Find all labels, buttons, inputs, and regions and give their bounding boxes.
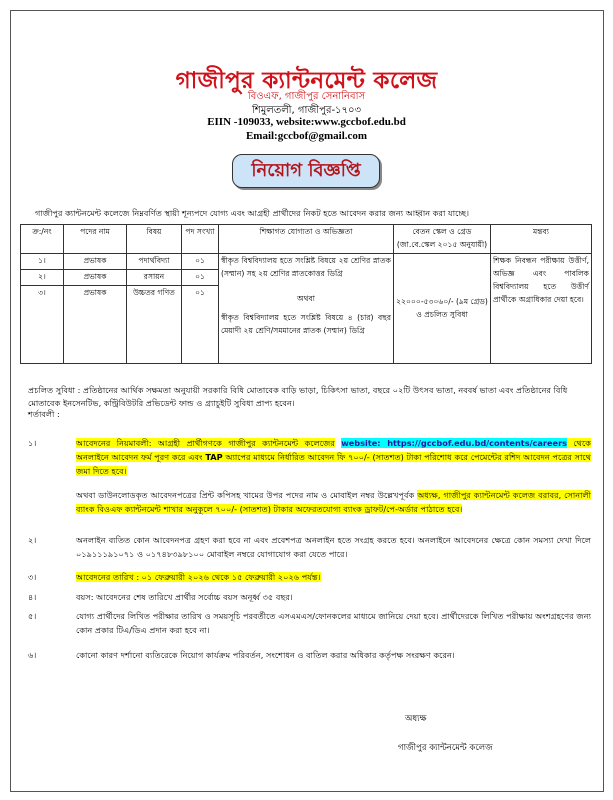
vacancy-table	[20, 224, 592, 364]
condition-1-text-b: থেকে অনলাইনে আবেদন ফর্ম পূরণ করে এবং	[76, 438, 591, 462]
table-row	[21, 254, 592, 270]
cell-subject: উচ্চতর গণিত	[127, 286, 182, 364]
email-line: Email:gccbof@gmail.com	[245, 130, 368, 142]
condition-text-wrap	[76, 570, 591, 584]
col-header-salary: বেতন স্কেল ও গ্রেড (জা.বে.স্কেল ২০১৫ অনুযায়ী)	[394, 225, 491, 254]
cell-sl: ১।	[21, 254, 64, 270]
college-address-line2: শিমুলতলী, গাজীপুর-১৭০৩	[251, 105, 362, 116]
condition-text: অনলাইন ব্যতিত কোন আবেদনপত্র গ্রহণ করা হবে না এবং প্রবেশপত্র অনলাইন হতে সংগ্রহ করতে হবে। অনলাইনে আবেদনের ক্ষেত্রে কোন সমস্যা দেখা দিলে ০১৯১১১৯১০৭১ ও ০১৭৪৮৩৯৮১০০ মোবাইল নম্বরে যোগাযোগ করা যেতে পারে।	[76, 535, 591, 559]
cell-qualification	[219, 254, 394, 364]
cell-count: ০১	[182, 270, 219, 286]
condition-1-text-c: অ্যাপের মাধ্যমে নির্ধারিত আবেদন ফি ৭০০/- (সাতশত) টাকা পরিশোধ করে পেমেন্টের রশিদ আবেদন পত্রের সাথে জমা দিতে হবে।	[76, 452, 591, 476]
cell-subject: পদার্থবিদ্যা	[127, 254, 182, 270]
cell-count: ০১	[182, 254, 219, 270]
qualification-b: স্বীকৃত বিশ্ববিদ্যালয় হতে সংশ্লিষ্ট বিষয়ে ৪ (চার) বছর মেয়াদী ২য় শ্রেণি/সমমানের স্নাতক (সম্মান) ডিগ্রি	[221, 313, 391, 335]
cell-post: প্রভাষক	[64, 270, 127, 286]
college-address-line1: বিওএফ, গাজীপুর সেনানিবাস	[247, 91, 366, 102]
condition-number: ২।	[28, 535, 37, 545]
eiin-website-line: EIIN -109033, website:www.gccbof.edu.bd	[207, 116, 406, 128]
cell-count: ০১	[182, 286, 219, 364]
cell-remarks: শিক্ষক নিবন্ধন পরীক্ষায় উত্তীর্ণ, অভিজ্ঞ এবং পাবলিক বিশ্ববিদ্যালয় হতে উত্তীর্ণ প্রার্থীকে অগ্রাধিকার দেয়া হবে।	[491, 254, 592, 364]
condition-text	[76, 436, 591, 516]
cell-post: প্রভাষক	[64, 254, 127, 270]
condition-text: যোগ্য প্রার্থীদের লিখিত পরীক্ষার তারিখ ও সময়সূচি পরবর্তীতে এসএমএস/ফোনকলের মাধ্যমে জানিয়ে দেয়া হবে। প্রার্থীদেরকে লিখিত পরীক্ষায় অংশগ্রহণের জন্য কোন প্রকার টিএ/ডিএ প্রদান করা হবে না।	[76, 611, 591, 635]
tap-app-name: TAP	[205, 452, 223, 462]
condition-text: কোনো কারণ দর্শানো ব্যতিরেকে নিয়োগ কার্যক্রম পরিবর্তন, সংশোধন ও বাতিল করার অধিকার কর্তৃপক্ষ সংরক্ষণ করেন।	[76, 650, 455, 660]
condition-1-alternative	[76, 488, 591, 516]
signature-org: গাজীপুর ক্যান্টনমেন্ট কলেজ	[398, 743, 493, 753]
condition-1-alt-a: অথবা ডাউনলোডকৃত আবেদনপত্রের প্রিন্ট কপিসহ খামের উপর পদের নাম ও মোবাইল নম্বর উল্লেখপূর্বক	[76, 490, 418, 500]
col-header-count: পদ সংখ্যা	[182, 225, 219, 254]
col-header-post: পদের নাম	[64, 225, 127, 254]
condition-number: ৩।	[28, 572, 37, 582]
condition-number: ৪।	[28, 592, 37, 602]
signature-title: অধ্যক্ষ	[405, 714, 427, 724]
notice-title-badge	[232, 154, 380, 188]
college-name: গাজীপুর ক্যান্টনমেন্ট কলেজ	[175, 68, 438, 94]
condition-number: ১।	[28, 438, 37, 448]
careers-website-link[interactable]: website: https://gccbof.edu.bd/contents/careers	[341, 438, 567, 448]
condition-5	[28, 609, 593, 639]
table-header-row	[21, 225, 592, 254]
condition-number: ৫।	[28, 611, 37, 621]
condition-1-rules: আবেদনের নিয়মাবলী: আগ্রহী প্রার্থীগণকে গাজীপুর ক্যান্টনমেন্ট কলেজের	[76, 438, 335, 448]
cell-sl: ৩।	[21, 286, 64, 364]
condition-2	[28, 533, 593, 563]
col-header-remarks: মন্তব্য	[491, 225, 592, 254]
condition-number: ৬।	[28, 650, 37, 660]
application-dates: আবেদনের তারিখ : ০১ ফেব্রুয়ারী ২০২৬ থেকে ১৫ ফেব্রুয়ারী ২০২৬ পর্যন্ত।	[76, 572, 321, 582]
condition-text: বয়স: আবেদনের শেষ তারিখে প্রার্থীর সর্বোচ্চ বয়স অনূর্ধ্ব ৩৫ বছর।	[76, 592, 293, 602]
condition-1-alt-b: অধ্যক্ষ, গাজীপুর ক্যান্টনমেন্ট কলেজ বরাবর, সোনালী ব্যাংক বিওএফ ক্যান্টনমেন্ট শাখার অনুকূলে ৭০০/- (সাতশত) টাকার অফেরতযোগ্য ব্যাংক ড্রাফট/পে-অর্ডার পাঠাতে হবে।	[76, 490, 591, 514]
notice-title: নিয়োগ বিজ্ঞপ্তি	[251, 160, 361, 181]
cell-subject: রসায়ন	[127, 270, 182, 286]
intro-text: গাজীপুর ক্যান্টনমেন্ট কলেজে নিম্নবর্ণিত স্থায়ী শূন্যপদে যোগ্য এবং আগ্রহী প্রার্থীদের নিকট হতে আবেদন করার জন্য আহ্বান করা যাচ্ছে।	[35, 208, 470, 218]
qualification-a: স্বীকৃত বিশ্ববিদ্যালয় হতে সংশ্লিষ্ট বিষয়ে ২য় শ্রেণির স্নাতক (সম্মান) সহ ২য় শ্রেণির স্নাতকোত্তর ডিগ্রি	[221, 256, 391, 278]
qualification-or: অথবা	[297, 294, 315, 303]
conditions-title: শর্তাবলী :	[28, 409, 60, 419]
col-header-sl: ক্র:/নং	[21, 225, 64, 254]
condition-1	[28, 436, 593, 530]
col-header-qualification: শিক্ষাগত যোগ্যতা ও অভিজ্ঞতা	[219, 225, 394, 254]
cell-post: প্রভাষক	[64, 286, 127, 364]
benefits-text: প্রচলিত সুবিধা : প্রতিষ্ঠানের আর্থিক সক্ষমতা অনুযায়ী সরকারি বিধি মোতাবেক বাড়ি ভাড়া, চিকিৎসা ভাতা, বছরে ০২টি উৎসব ভাতা, নববর্ষ ভাতা এবং প্রতিষ্ঠানের বিধি মোতাবেক ইনসেনটিভ, কন্ট্রিবিউটরি প্রভিডেন্ট ফান্ড ও গ্র্যাচুইটি সুবিধা প্রাপ্য হবেন।	[28, 385, 568, 408]
col-header-subject: বিষয়	[127, 225, 182, 254]
cell-sl: ২।	[21, 270, 64, 286]
cell-salary: ২২০০০-৫৩০৬০/- (৯ম গ্রেড) ও প্রচলিত সুবিধা	[394, 254, 491, 364]
